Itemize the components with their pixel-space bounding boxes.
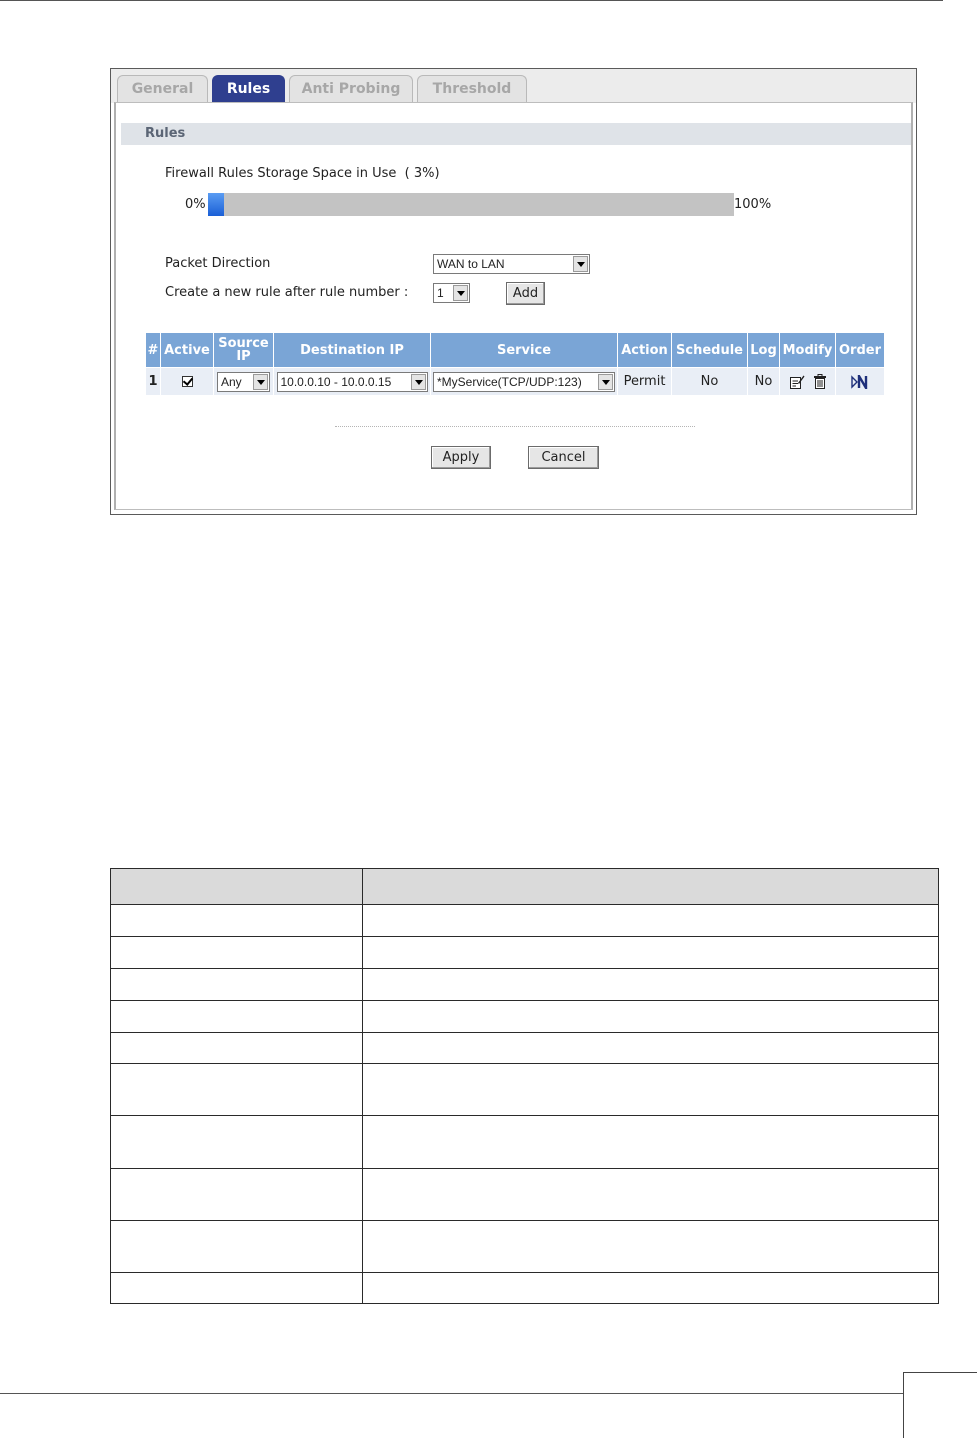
chevron-down-icon [573, 256, 588, 272]
table-row [111, 1168, 938, 1220]
action-cell: Permit [618, 368, 671, 395]
col-header-source-ip-line2: IP [236, 349, 251, 364]
bottom-rule [0, 1393, 903, 1394]
apply-button[interactable]: Apply [431, 446, 491, 469]
cancel-button[interactable]: Cancel [528, 446, 599, 469]
col-header-service: Service [431, 333, 617, 367]
tab-general[interactable]: General [117, 75, 208, 102]
rule-number-cell: 1 [146, 368, 160, 395]
field-description-table [110, 868, 939, 1304]
table-row [111, 1000, 938, 1032]
col-header-active: Active [161, 333, 213, 367]
chevron-down-icon [598, 374, 613, 390]
modify-cell [780, 368, 835, 395]
col-header-action: Action [618, 333, 671, 367]
table-cell [111, 937, 363, 968]
col-header-order: Order [836, 333, 884, 367]
edit-icon[interactable] [789, 374, 805, 390]
destination-ip-cell [274, 368, 430, 395]
tab-threshold[interactable]: Threshold [417, 75, 527, 102]
tab-panel [114, 102, 913, 510]
divider [335, 426, 695, 427]
chevron-down-icon [453, 285, 468, 301]
table-row [111, 1115, 938, 1168]
service-select[interactable] [433, 372, 615, 392]
table-row [111, 968, 938, 1000]
table-row [111, 1063, 938, 1115]
service-value: *MyService(TCP/UDP:123) [437, 374, 582, 389]
source-ip-select[interactable] [217, 372, 270, 392]
source-ip-cell [214, 368, 273, 395]
storage-label [165, 166, 440, 181]
col-header-schedule: Schedule [672, 333, 747, 367]
tab-anti-probing[interactable]: Anti Probing [289, 75, 413, 102]
active-cell [161, 368, 213, 395]
storage-progress-fill [208, 193, 224, 216]
table-cell [111, 1064, 363, 1115]
table-cell [111, 1169, 363, 1220]
tab-rules[interactable]: Rules [212, 75, 285, 102]
col-header-number: # [146, 333, 160, 367]
table-row [111, 1272, 938, 1303]
packet-direction-label: Packet Direction [165, 256, 271, 271]
page-number-box [903, 1372, 977, 1438]
add-button[interactable]: Add [506, 282, 545, 305]
col-header-log: Log [748, 333, 779, 367]
table-cell [111, 969, 363, 1000]
storage-max-label: 100% [734, 197, 772, 212]
packet-direction-select[interactable] [433, 254, 590, 274]
col-header-modify: Modify [780, 333, 835, 367]
chevron-down-icon [411, 374, 426, 390]
col-header-source-ip [214, 333, 273, 367]
table-row [111, 1032, 938, 1063]
storage-percent-text: ( 3%) [404, 166, 440, 181]
table-row [111, 936, 938, 968]
active-checkbox[interactable] [182, 376, 193, 387]
firewall-rules-screen [110, 68, 917, 515]
service-cell [431, 368, 617, 395]
destination-ip-select[interactable] [277, 372, 428, 392]
storage-progress-bar [208, 193, 734, 216]
chevron-down-icon [253, 374, 268, 390]
table-row [111, 904, 938, 936]
schedule-cell: No [672, 368, 747, 395]
rule-number-value: 1 [437, 286, 444, 300]
section-title: Rules [121, 123, 911, 145]
rule-number-select[interactable] [433, 283, 470, 303]
trash-icon[interactable] [813, 374, 827, 390]
col-header-source-ip-line1: Source [218, 336, 269, 351]
table-cell [111, 1001, 363, 1032]
new-rule-label: Create a new rule after rule number : [165, 285, 409, 300]
storage-min-label: 0% [185, 197, 206, 212]
table-row [111, 1220, 938, 1272]
table-cell [111, 1116, 363, 1168]
col-header-destination-ip: Destination IP [274, 333, 430, 367]
table-cell [111, 1221, 363, 1272]
log-cell: No [748, 368, 779, 395]
table-header-row [111, 869, 938, 904]
table-header-cell [111, 869, 363, 904]
source-ip-value: Any [221, 374, 242, 389]
tab-bar [111, 69, 916, 103]
table-cell [111, 905, 363, 936]
table-cell [111, 1033, 363, 1063]
packet-direction-value: WAN to LAN [437, 257, 505, 271]
storage-label-text: Firewall Rules Storage Space in Use [165, 166, 397, 181]
order-cell [836, 368, 884, 395]
table-cell [111, 1273, 363, 1303]
move-order-icon[interactable] [850, 375, 870, 389]
destination-ip-value: 10.0.0.10 - 10.0.0.15 [280, 374, 392, 389]
top-rule [0, 0, 943, 1]
